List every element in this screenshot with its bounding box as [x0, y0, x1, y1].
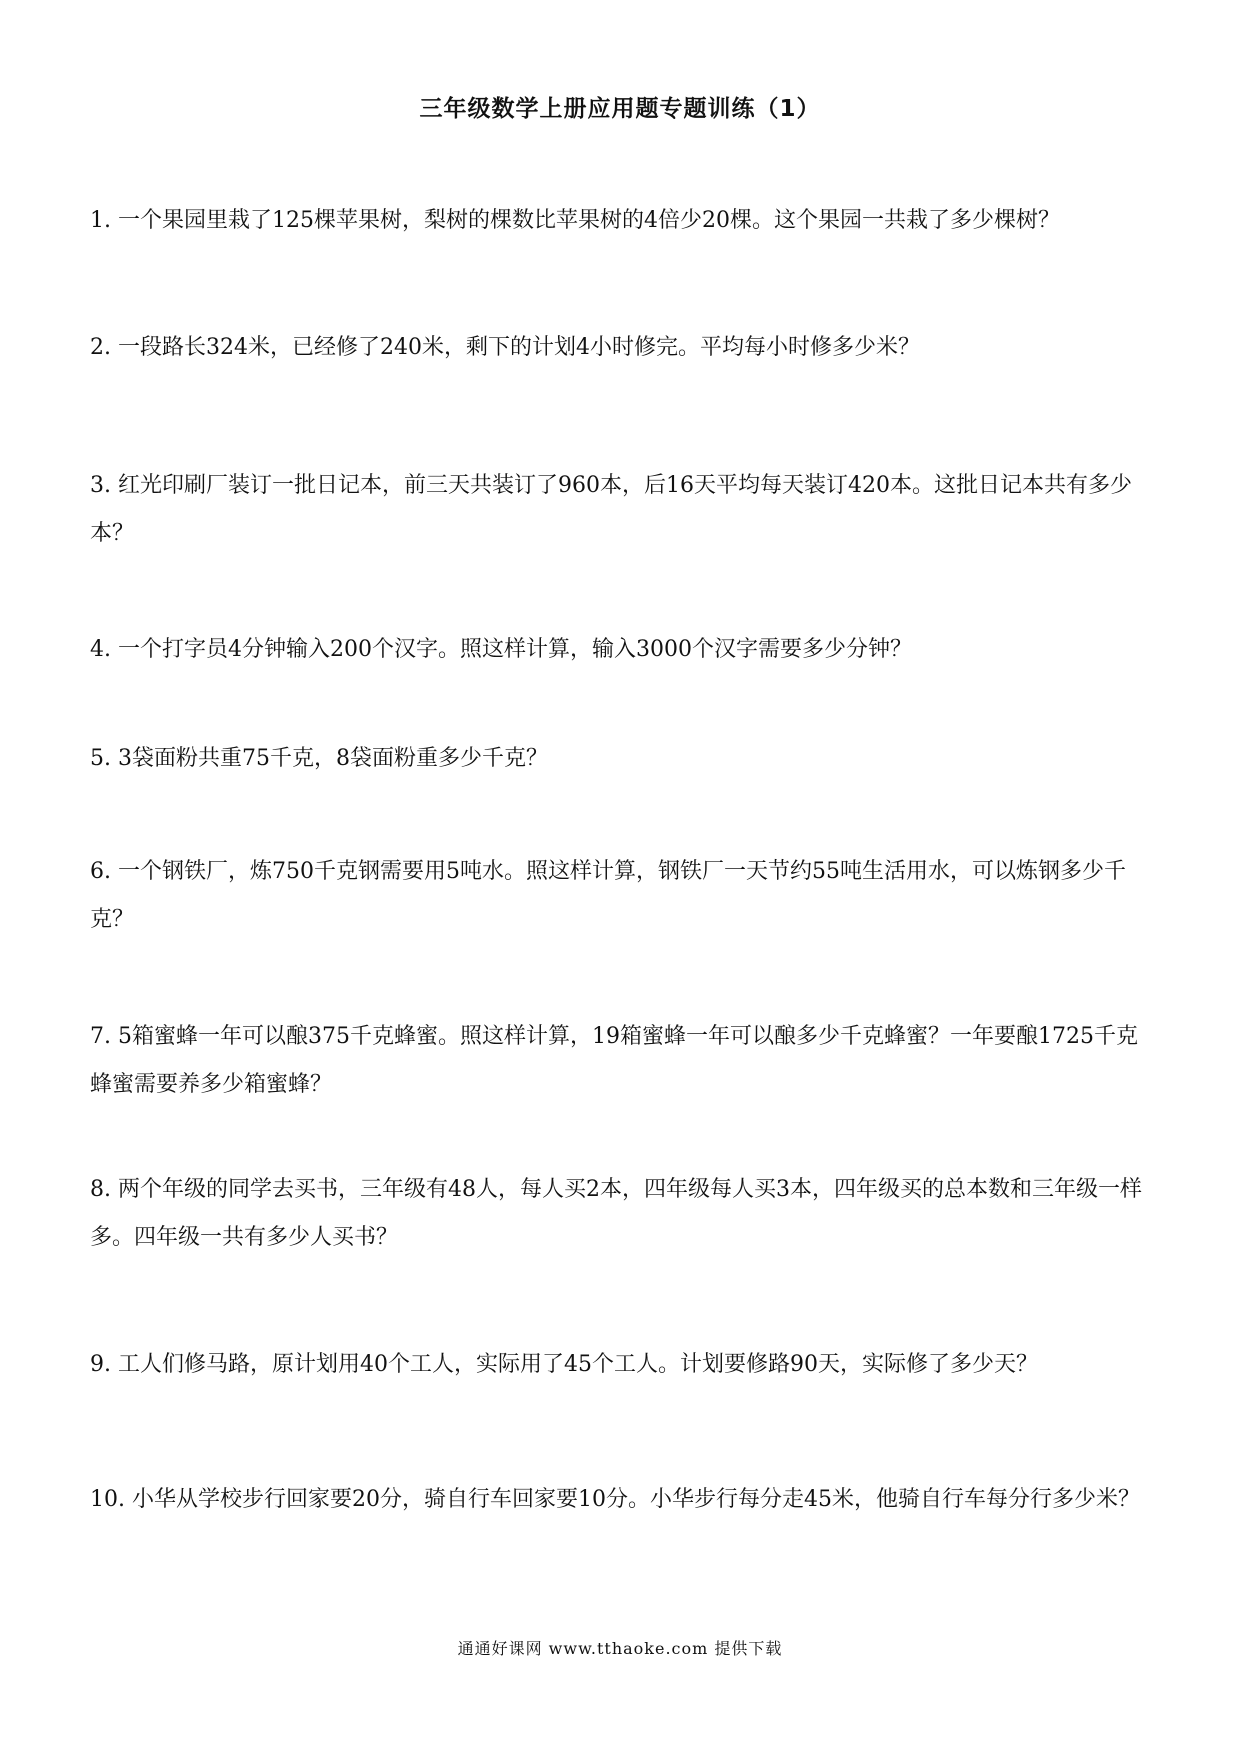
question-8: 8. 两个年级的同学去买书，三年级有48人，每人买2本，四年级每人买3本，四年级买的总本数和三年级一样多。四年级一共有多少人买书？: [90, 1177, 1142, 1250]
question-5: 5. 3袋面粉共重75千克，8袋面粉重多少千克？: [90, 746, 548, 771]
question-6: 6. 一个钢铁厂，炼750千克钢需要用5吨水。照这样计算，钢铁厂一天节约55吨生活用水，可以炼钢多少千克？: [90, 859, 1126, 932]
question-1: 1. 一个果园里栽了125棵苹果树，梨树的棵数比苹果树的4倍少20棵。这个果园一共栽了多少棵树？: [90, 208, 1060, 233]
question-9: 9. 工人们修马路，原计划用40个工人，实际用了45个工人。计划要修路90天，实际修了多少天？: [90, 1352, 1038, 1377]
question-10: 10. 小华从学校步行回家要20分，骑自行车回家要10分。小华步行每分走45米，他骑自行车每分行多少米？: [90, 1487, 1140, 1512]
question-4: 4. 一个打字员4分钟输入200个汉字。照这样计算，输入3000个汉字需要多少分钟？: [90, 637, 912, 662]
question-3: 3. 红光印刷厂装订一批日记本，前三天共装订了960本，后16天平均每天装订420本。这批日记本共有多少本？: [90, 473, 1132, 546]
question-7: 7. 5箱蜜蜂一年可以酿375千克蜂蜜。照这样计算，19箱蜜蜂一年可以酿多少千克蜂蜜？一年要酿1725千克蜂蜜需要养多少箱蜜蜂？: [90, 1024, 1138, 1097]
question-2: 2. 一段路长324米，已经修了240米，剩下的计划4小时修完。平均每小时修多少米？: [90, 335, 920, 360]
document-title: 三年级数学上册应用题专题训练（1）: [419, 96, 821, 122]
page-footer: 通通好课网 www.tthaoke.com 提供下载: [457, 1639, 783, 1658]
